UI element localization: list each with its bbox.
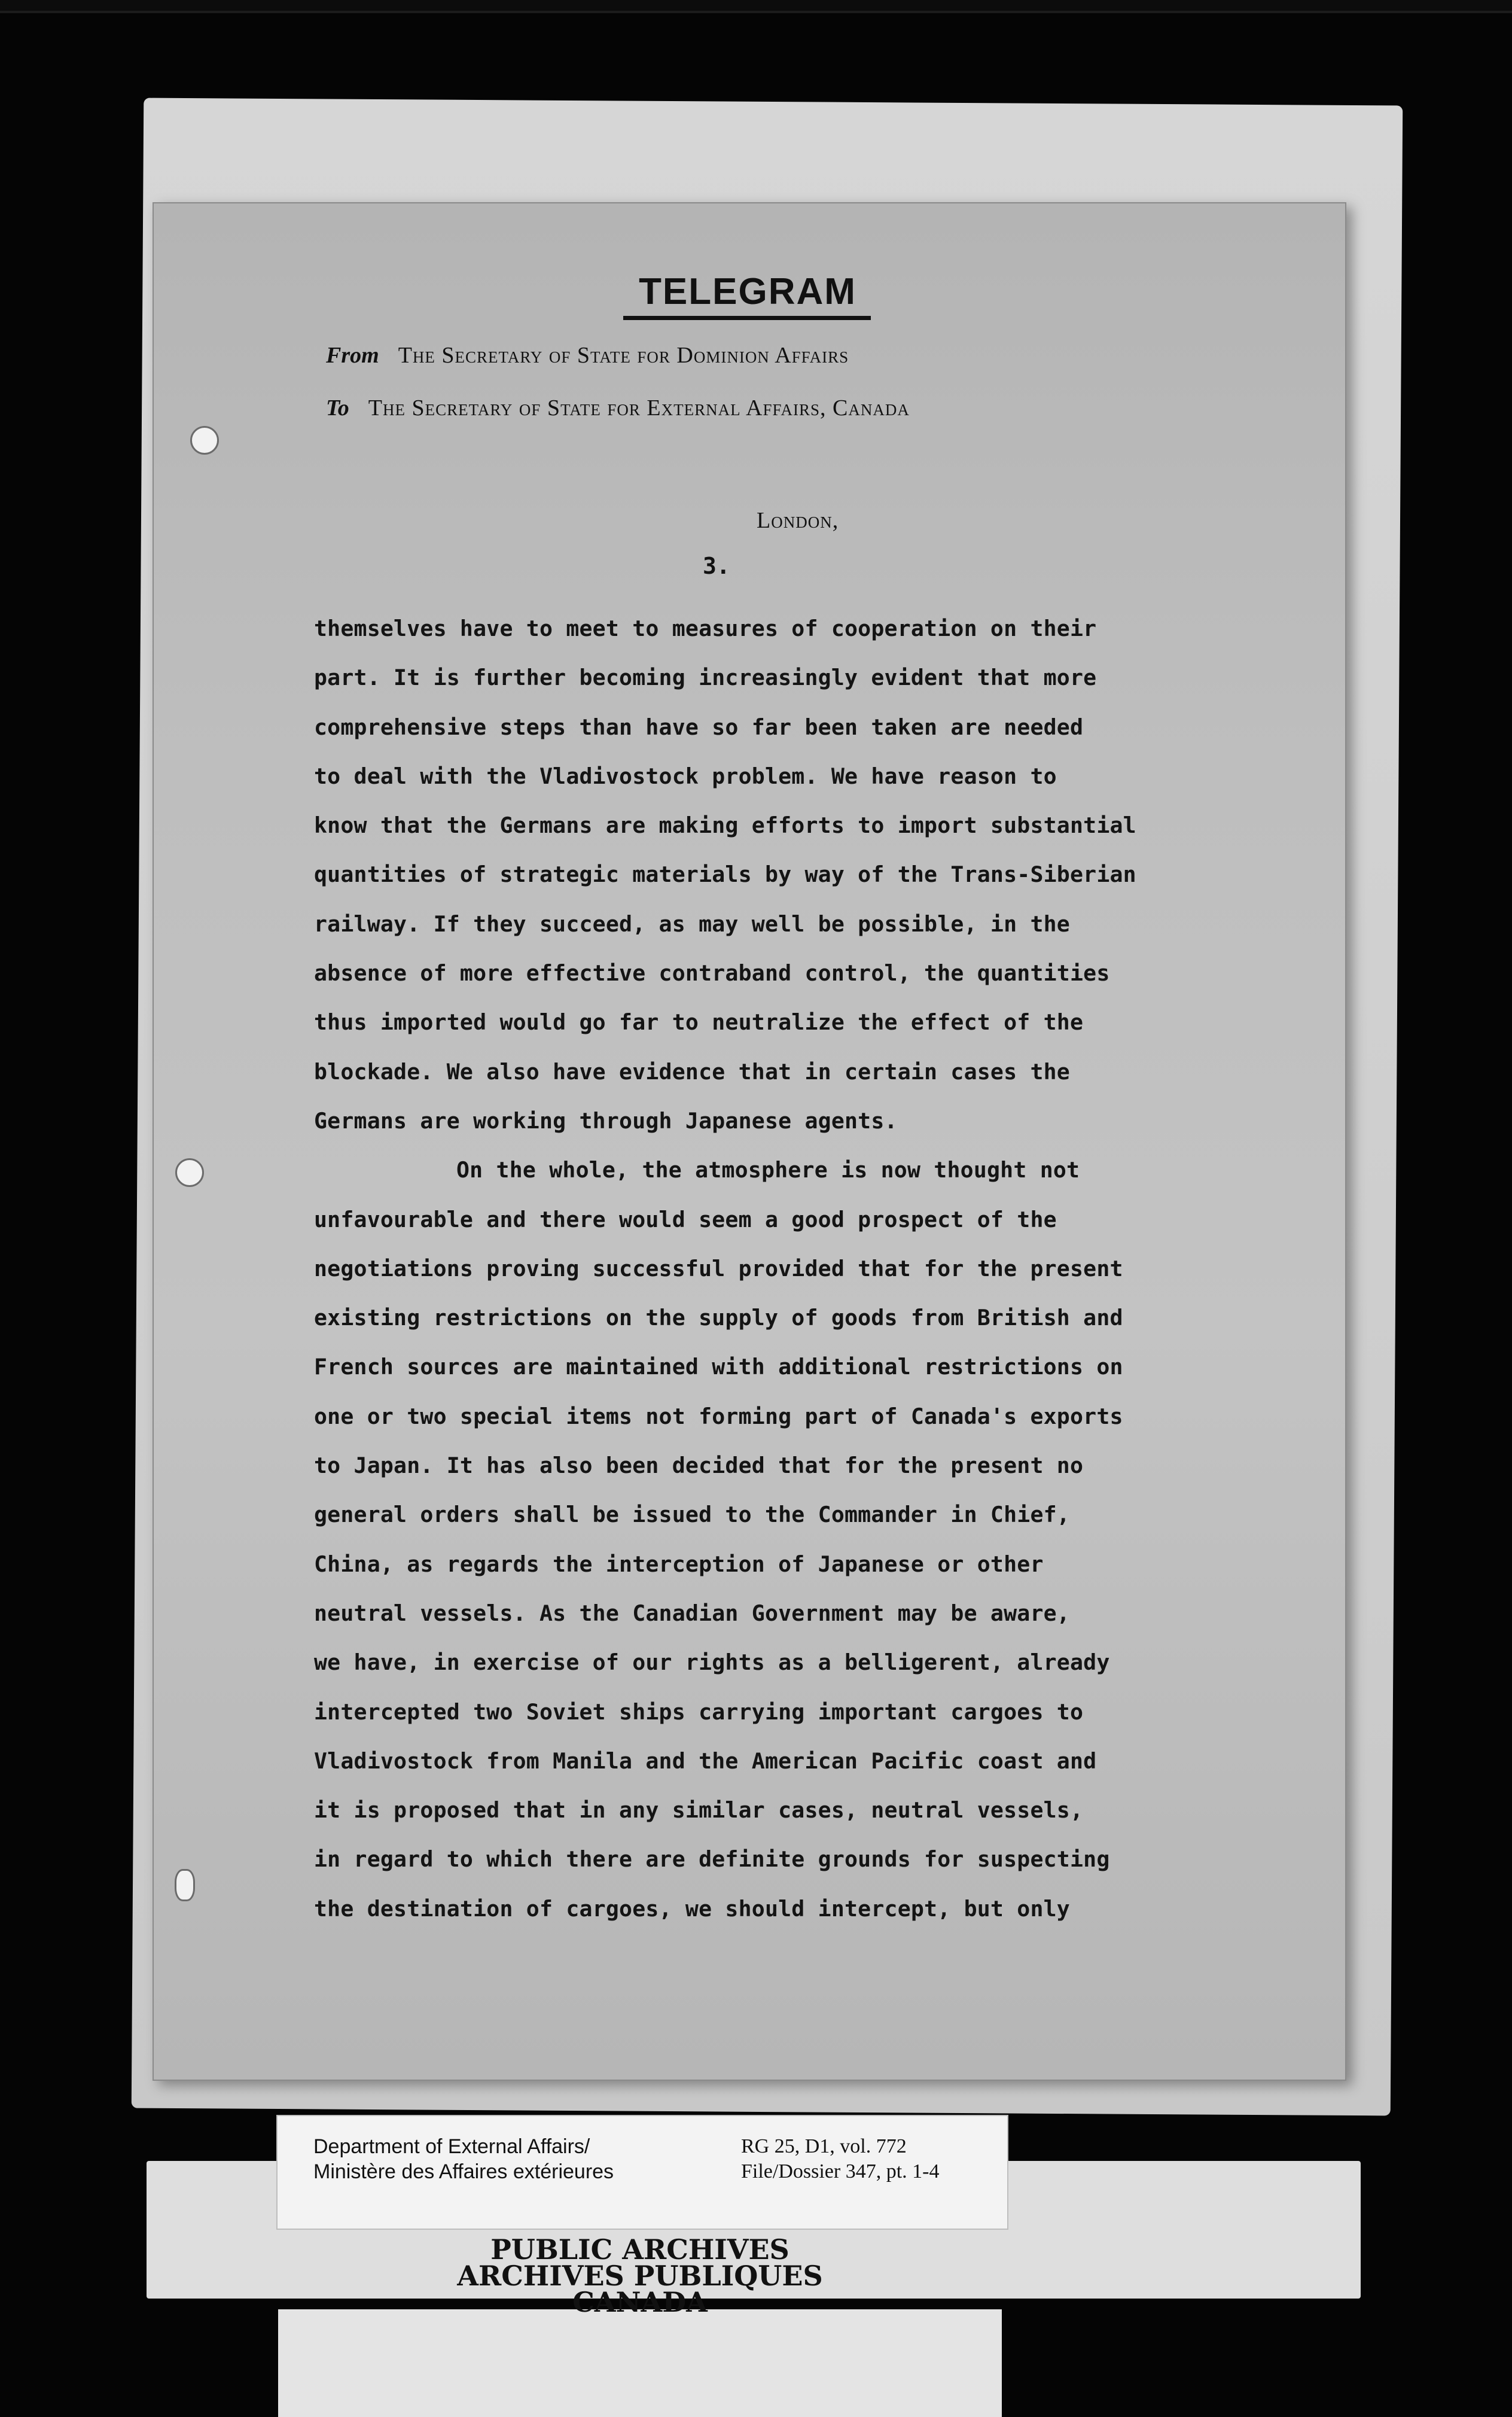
title-underline [623,316,871,320]
body-line: to Japan. It has also been decided that for the present no [314,1453,1084,1479]
body-line: existing restrictions on the supply of goods from British and [314,1305,1123,1331]
department-en: Department of External Affairs/ [313,2135,590,2158]
film-edge [0,0,1512,13]
to-line [326,395,910,421]
body-line: general orders shall be issued to the Commander in Chief, [314,1502,1070,1528]
body-line: intercepted two Soviet ships carrying important cargoes to [314,1698,1084,1725]
reference-block [741,2134,939,2184]
archives-stamp-line: PUBLIC ARCHIVES [490,2233,789,2266]
body-line: railway. If they succeed, as may well be possible, in the [314,911,1070,937]
body-line: thus imported would go far to neutralize the effect of the [314,1009,1084,1036]
body-line: absence of more effective contraband control, the quantities [314,960,1110,987]
archive-reference-card [276,2115,1008,2230]
page-number: 3. [703,553,730,579]
archive-label-strip [278,2309,1002,2417]
body-line: unfavourable and there would seem a good prospect of the [314,1206,1057,1232]
body-line: to deal with the Vladivostock problem. We have reason to [314,763,1057,789]
body-line: China, as regards the interception of Japanese or other [314,1551,1044,1577]
body-line: On the whole, the atmosphere is now thought not [456,1157,1080,1183]
punch-hole [175,1869,195,1901]
punch-hole [175,1158,204,1187]
place-of-origin: London, [757,508,839,533]
body-line: blockade. We also have evidence that in certain cases the [314,1058,1070,1085]
department-block [313,2134,614,2184]
document-title: TELEGRAM [639,271,856,312]
department-fr: Ministère des Affaires extérieures [313,2160,614,2183]
body-line: part. It is further becoming increasingly evident that more [314,665,1097,691]
body-line: one or two special items not forming part of Canada's exports [314,1403,1123,1429]
body-line: quantities of strategic materials by way of the Trans-Siberian [314,862,1136,888]
body-line: Vladivostock from Manila and the American Pacific coast and [314,1748,1097,1774]
from-label: From [326,343,379,368]
to-label: To [326,395,349,421]
archives-stamp-line: ARCHIVES PUBLIQUES [457,2260,823,2292]
punch-hole [190,426,219,455]
body-line: French sources are maintained with additional restrictions on [314,1354,1123,1380]
body-line: comprehensive steps than have so far been taken are needed [314,714,1084,740]
from-line [326,342,849,369]
body-line: the destination of cargoes, we should intercept, but only [314,1895,1070,1922]
body-line: Germans are working through Japanese agents. [314,1107,898,1134]
file-reference: File/Dossier 347, pt. 1-4 [741,2160,940,2182]
from-value: The Secretary of State for Dominion Affairs [398,343,849,368]
archives-stamp [383,2233,897,2318]
body-line: in regard to which there are definite grounds for suspecting [314,1846,1110,1873]
to-value: The Secretary of State for External Affairs, Canada [368,395,910,421]
body-line: neutral vessels. As the Canadian Government may be aware, [314,1600,1070,1626]
body-line: negotiations proving successful provided that for the present [314,1255,1123,1281]
archives-stamp-line: CANADA [572,2286,708,2318]
body-line: themselves have to meet to measures of cooperation on their [314,616,1097,641]
record-group: RG 25, D1, vol. 772 [741,2135,907,2157]
body-line: know that the Germans are making efforts to import substantial [314,812,1136,839]
telegram-body [314,604,1247,1934]
body-line: it is proposed that in any similar cases, neutral vessels, [314,1797,1084,1824]
body-line: we have, in exercise of our rights as a belligerent, already [314,1649,1110,1676]
